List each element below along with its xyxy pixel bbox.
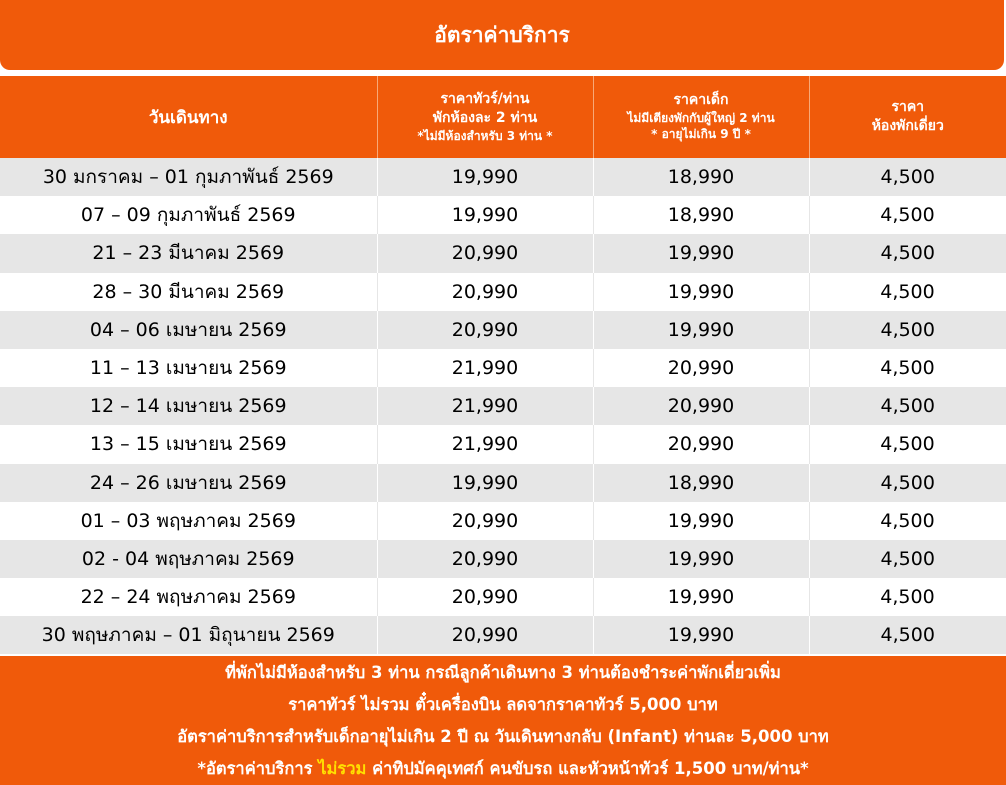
cell-travel-date: 30 มกราคม – 01 กุมภาพันธ์ 2569 — [0, 158, 377, 196]
table-row — [0, 540, 1006, 578]
cell-adult-price: 20,990 — [377, 234, 593, 272]
cell-adult-price: 20,990 — [377, 540, 593, 578]
cell-travel-date: 04 – 06 เมษายน 2569 — [0, 311, 377, 349]
cell-travel-date: 30 พฤษภาคม – 01 มิถุนายน 2569 — [0, 616, 377, 654]
cell-travel-date: 12 – 14 เมษายน 2569 — [0, 387, 377, 425]
table-row — [0, 234, 1006, 272]
cell-travel-date: 21 – 23 มีนาคม 2569 — [0, 234, 377, 272]
table-row — [0, 158, 1006, 196]
cell-child-price: 20,990 — [593, 349, 809, 387]
cell-adult-price: 20,990 — [377, 502, 593, 540]
table-row — [0, 311, 1006, 349]
cell-adult-price: 19,990 — [377, 158, 593, 196]
cell-single-room: 4,500 — [809, 502, 1006, 540]
header-child-sub: ไม่มีเตียงพักกับผู้ใหญ่ 2 ท่าน — [627, 111, 775, 126]
cell-travel-date: 22 – 24 พฤษภาคม 2569 — [0, 578, 377, 616]
cell-single-room: 4,500 — [809, 196, 1006, 234]
cell-single-room: 4,500 — [809, 578, 1006, 616]
cell-single-room: 4,500 — [809, 234, 1006, 272]
table-row — [0, 464, 1006, 502]
cell-single-room: 4,500 — [809, 158, 1006, 196]
cell-travel-date: 28 – 30 มีนาคม 2569 — [0, 273, 377, 311]
cell-child-price: 19,990 — [593, 273, 809, 311]
cell-child-price: 19,990 — [593, 540, 809, 578]
cell-child-price: 19,990 — [593, 234, 809, 272]
cell-child-price: 20,990 — [593, 387, 809, 425]
footer-note-1: ที่พักไม่มีห้องสำหรับ 3 ท่าน กรณีลูกค้าเดินทาง 3 ท่านต้องชำระค่าพักเดี่ยวเพิ่ม — [225, 662, 781, 682]
price-table — [0, 76, 1006, 654]
footer-notes — [0, 656, 1006, 785]
header-child-title: ราคาเด็ก — [673, 92, 729, 109]
header-adult-note: *ไม่มีห้องสำหรับ 3 ท่าน * — [417, 128, 553, 143]
cell-adult-price: 20,990 — [377, 578, 593, 616]
cell-single-room: 4,500 — [809, 616, 1006, 654]
footer-note-4-highlight: ไม่รวม — [318, 758, 367, 778]
footer-note-2: ราคาทัวร์ ไม่รวม ตั๋วเครื่องบิน ลดจากราคาทัวร์ 5,000 บาท — [288, 694, 718, 714]
cell-child-price: 19,990 — [593, 502, 809, 540]
cell-travel-date: 01 – 03 พฤษภาคม 2569 — [0, 502, 377, 540]
cell-child-price: 18,990 — [593, 196, 809, 234]
cell-adult-price: 21,990 — [377, 387, 593, 425]
cell-child-price: 19,990 — [593, 616, 809, 654]
cell-adult-price: 20,990 — [377, 273, 593, 311]
cell-single-room: 4,500 — [809, 349, 1006, 387]
cell-travel-date: 11 – 13 เมษายน 2569 — [0, 349, 377, 387]
cell-child-price: 20,990 — [593, 425, 809, 463]
cell-adult-price: 21,990 — [377, 349, 593, 387]
table-header-row — [0, 76, 1006, 158]
page-title: อัตราค่าบริการ — [0, 0, 1004, 70]
cell-single-room: 4,500 — [809, 425, 1006, 463]
cell-single-room: 4,500 — [809, 311, 1006, 349]
cell-adult-price: 20,990 — [377, 616, 593, 654]
cell-child-price: 18,990 — [593, 158, 809, 196]
cell-adult-price: 19,990 — [377, 464, 593, 502]
cell-travel-date: 07 – 09 กุมภาพันธ์ 2569 — [0, 196, 377, 234]
table-row — [0, 196, 1006, 234]
cell-single-room: 4,500 — [809, 464, 1006, 502]
table-row — [0, 349, 1006, 387]
header-single-title: ราคา — [891, 99, 925, 116]
header-travel-date: วันเดินทาง — [0, 76, 377, 158]
header-adult-title: ราคาทัวร์/ท่าน — [440, 91, 530, 108]
cell-travel-date: 02 - 04 พฤษภาคม 2569 — [0, 540, 377, 578]
header-child-price — [593, 76, 809, 158]
table-row — [0, 578, 1006, 616]
table-row — [0, 273, 1006, 311]
cell-single-room: 4,500 — [809, 540, 1006, 578]
footer-note-3: อัตราค่าบริการสำหรับเด็กอายุไม่เกิน 2 ปี ณ วันเดินทางกลับ (Infant) ท่านละ 5,000 บาท — [177, 726, 829, 746]
table-row — [0, 425, 1006, 463]
cell-single-room: 4,500 — [809, 387, 1006, 425]
header-adult-sub: พักห้องละ 2 ท่าน — [432, 109, 538, 126]
cell-travel-date: 24 – 26 เมษายน 2569 — [0, 464, 377, 502]
cell-child-price: 19,990 — [593, 311, 809, 349]
footer-note-4-post: ค่าทิปมัคคุเทศก์ คนขับรถ และหัวหน้าทัวร์ 1,500 บาท/ท่าน* — [366, 758, 809, 778]
cell-adult-price: 19,990 — [377, 196, 593, 234]
cell-child-price: 19,990 — [593, 578, 809, 616]
footer-note-4-pre: *อัตราค่าบริการ — [197, 758, 319, 778]
header-adult-price — [377, 76, 593, 158]
header-child-note: * อายุไม่เกิน 9 ปี * — [651, 127, 751, 142]
cell-adult-price: 20,990 — [377, 311, 593, 349]
table-row — [0, 616, 1006, 654]
table-row — [0, 387, 1006, 425]
footer-note-4 — [197, 753, 808, 785]
table-row — [0, 502, 1006, 540]
cell-single-room: 4,500 — [809, 273, 1006, 311]
header-single-room — [809, 76, 1006, 158]
header-single-sub: ห้องพักเดี่ยว — [871, 118, 944, 134]
cell-adult-price: 21,990 — [377, 425, 593, 463]
cell-travel-date: 13 – 15 เมษายน 2569 — [0, 425, 377, 463]
cell-child-price: 18,990 — [593, 464, 809, 502]
